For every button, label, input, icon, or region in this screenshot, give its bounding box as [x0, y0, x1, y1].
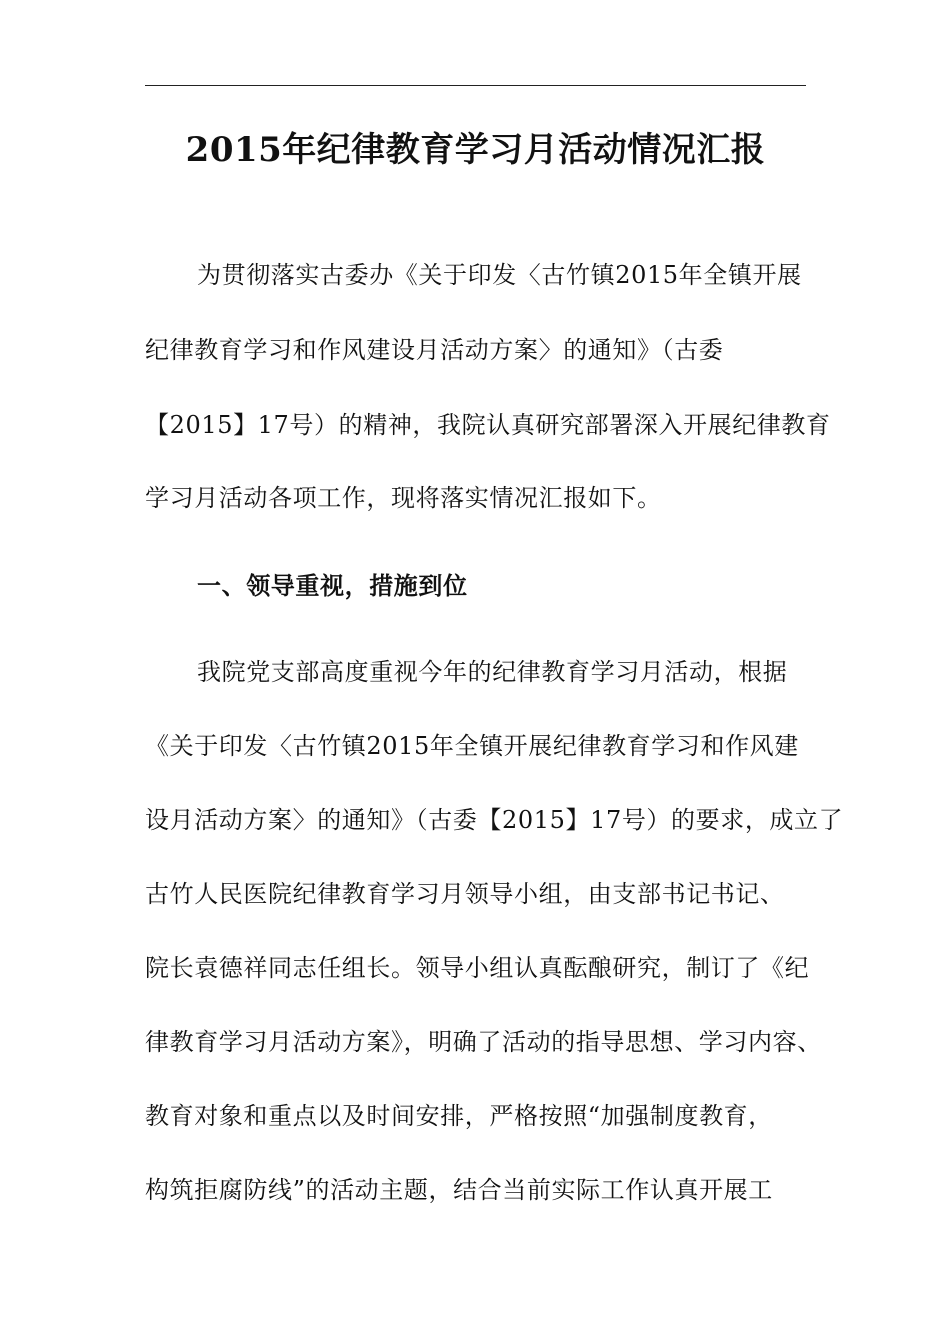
intro-line-1: 为贯彻落实古委办《关于印发〈古竹镇2015年全镇开展 — [197, 261, 802, 289]
document-title: 2015年纪律教育学习月活动情况汇报 — [185, 130, 766, 170]
section-line-2: 《关于印发〈古竹镇2015年全镇开展纪律教育学习和作风建 — [145, 732, 799, 760]
section-line-8: 构筑拒腐防线”的活动主题，结合当前实际工作认真开展工 — [145, 1176, 773, 1204]
section-line-1: 我院党支部高度重视今年的纪律教育学习月活动，根据 — [197, 658, 788, 686]
section-line-4: 古竹人民医院纪律教育学习月领导小组，由支部书记书记、 — [145, 880, 785, 908]
intro-line-3: 【2015】17号）的精神，我院认真研究部署深入开展纪律教育 — [145, 411, 831, 439]
intro-line-4: 学习月活动各项工作，现将落实情况汇报如下。 — [145, 484, 662, 512]
intro-line-2: 纪律教育学习和作风建设月活动方案〉的通知》（古委 — [145, 336, 724, 364]
header-rule — [145, 85, 806, 86]
section-line-7: 教育对象和重点以及时间安排，严格按照“加强制度教育， — [145, 1102, 773, 1130]
section-line-6: 律教育学习月活动方案》，明确了活动的指导思想、学习内容、 — [145, 1028, 822, 1056]
section-line-5: 院长袁德祥同志任组长。领导小组认真酝酿研究，制订了《纪 — [145, 954, 810, 982]
section-line-3: 设月活动方案〉的通知》（古委【2015】17号）的要求，成立了 — [145, 806, 844, 834]
section-heading: 一、领导重视，措施到位 — [197, 571, 468, 600]
